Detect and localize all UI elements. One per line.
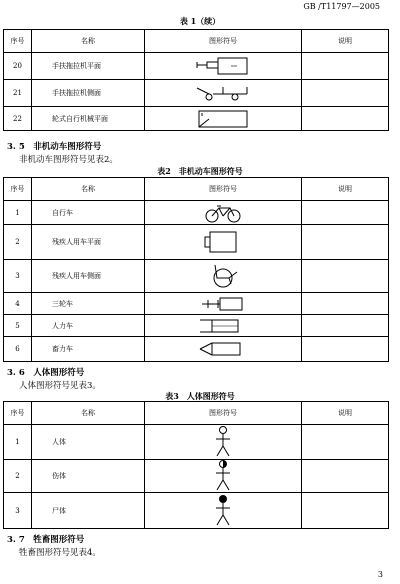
table-row xyxy=(4,107,389,131)
row-no: 2 xyxy=(4,460,32,493)
row-note xyxy=(302,425,389,460)
col-header-note: 说明 xyxy=(302,30,389,53)
hand-tractor-plan-icon xyxy=(145,53,302,80)
table2-header-row xyxy=(4,178,389,201)
col-header-name: 名称 xyxy=(32,30,145,53)
row-name: 残疾人用车侧面 xyxy=(32,260,145,293)
table1-caption: 表 1（续） xyxy=(179,16,221,26)
section-3-7-text: 牲畜图形符号见表4。 xyxy=(19,548,101,558)
table-row xyxy=(4,53,389,80)
col-header-no: 序号 xyxy=(4,30,32,53)
row-note xyxy=(302,225,389,260)
col-header-no: 序号 xyxy=(4,178,32,201)
bicycle-icon xyxy=(145,201,302,225)
row-no: 4 xyxy=(4,293,32,315)
table2-caption: 表2 非机动车图形符号 xyxy=(157,166,243,176)
row-note xyxy=(302,460,389,493)
row-no: 22 xyxy=(4,107,32,131)
row-name: 手扶拖拉机平面 xyxy=(32,53,145,80)
row-no: 5 xyxy=(4,315,32,337)
row-no: 1 xyxy=(4,425,32,460)
section-3-5-heading: 3. 5 非机动车图形符号 xyxy=(7,142,102,152)
wheelchair-plan-icon xyxy=(145,225,302,260)
table-row xyxy=(4,225,389,260)
injured-figure-icon xyxy=(145,460,302,493)
section-3-6-heading: 3. 6 人体图形符号 xyxy=(7,368,85,378)
row-name: 三轮车 xyxy=(32,293,145,315)
col-header-symbol: 图形符号 xyxy=(145,30,302,53)
table1 xyxy=(3,29,389,131)
table-row xyxy=(4,337,389,362)
col-header-note: 说明 xyxy=(302,402,389,425)
tricycle-icon xyxy=(145,293,302,315)
row-no: 3 xyxy=(4,260,32,293)
table-row xyxy=(4,460,389,493)
col-header-note: 说明 xyxy=(302,178,389,201)
row-note xyxy=(302,107,389,131)
table-row xyxy=(4,315,389,337)
table2 xyxy=(3,177,389,362)
row-no: 3 xyxy=(4,493,32,529)
corpse-figure-icon xyxy=(145,493,302,529)
row-no: 21 xyxy=(4,80,32,107)
row-note xyxy=(302,201,389,225)
row-no: 1 xyxy=(4,201,32,225)
table-row xyxy=(4,260,389,293)
hand-tractor-side-icon xyxy=(145,80,302,107)
row-name: 人体 xyxy=(32,425,145,460)
table3-header-row xyxy=(4,402,389,425)
table3-caption: 表3 人体图形符号 xyxy=(165,391,235,401)
row-note xyxy=(302,315,389,337)
row-name: 伤体 xyxy=(32,460,145,493)
row-note xyxy=(302,337,389,362)
animal-cart-icon xyxy=(145,337,302,362)
table3 xyxy=(3,401,389,529)
wheeled-machine-plan-icon xyxy=(145,107,302,131)
col-header-no: 序号 xyxy=(4,402,32,425)
row-name: 残疾人用车平面 xyxy=(32,225,145,260)
table1-header-row xyxy=(4,30,389,53)
rickshaw-icon xyxy=(145,315,302,337)
row-note xyxy=(302,493,389,529)
standard-number: GB /T11797—2005 xyxy=(303,2,380,11)
row-name: 尸体 xyxy=(32,493,145,529)
col-header-name: 名称 xyxy=(32,178,145,201)
row-name: 畜力车 xyxy=(32,337,145,362)
row-no: 20 xyxy=(4,53,32,80)
row-note xyxy=(302,293,389,315)
page-number: 3 xyxy=(377,570,383,579)
row-note xyxy=(302,80,389,107)
row-note xyxy=(302,260,389,293)
row-name: 人力车 xyxy=(32,315,145,337)
row-name: 自行车 xyxy=(32,201,145,225)
row-name: 轮式自行机械平面 xyxy=(32,107,145,131)
row-name: 手扶拖拉机侧面 xyxy=(32,80,145,107)
section-3-5-text: 非机动车图形符号见表2。 xyxy=(19,155,118,165)
row-no: 6 xyxy=(4,337,32,362)
section-3-7-heading: 3. 7 牲畜图形符号 xyxy=(7,535,85,545)
table-row xyxy=(4,293,389,315)
table-row xyxy=(4,493,389,529)
section-3-6-text: 人体图形符号见表3。 xyxy=(19,381,101,391)
col-header-name: 名称 xyxy=(32,402,145,425)
row-no: 2 xyxy=(4,225,32,260)
wheelchair-side-icon xyxy=(145,260,302,293)
table-row xyxy=(4,425,389,460)
col-header-symbol: 图形符号 xyxy=(145,402,302,425)
col-header-symbol: 图形符号 xyxy=(145,178,302,201)
human-figure-icon xyxy=(145,425,302,460)
row-note xyxy=(302,53,389,80)
table-row xyxy=(4,201,389,225)
table-row xyxy=(4,80,389,107)
